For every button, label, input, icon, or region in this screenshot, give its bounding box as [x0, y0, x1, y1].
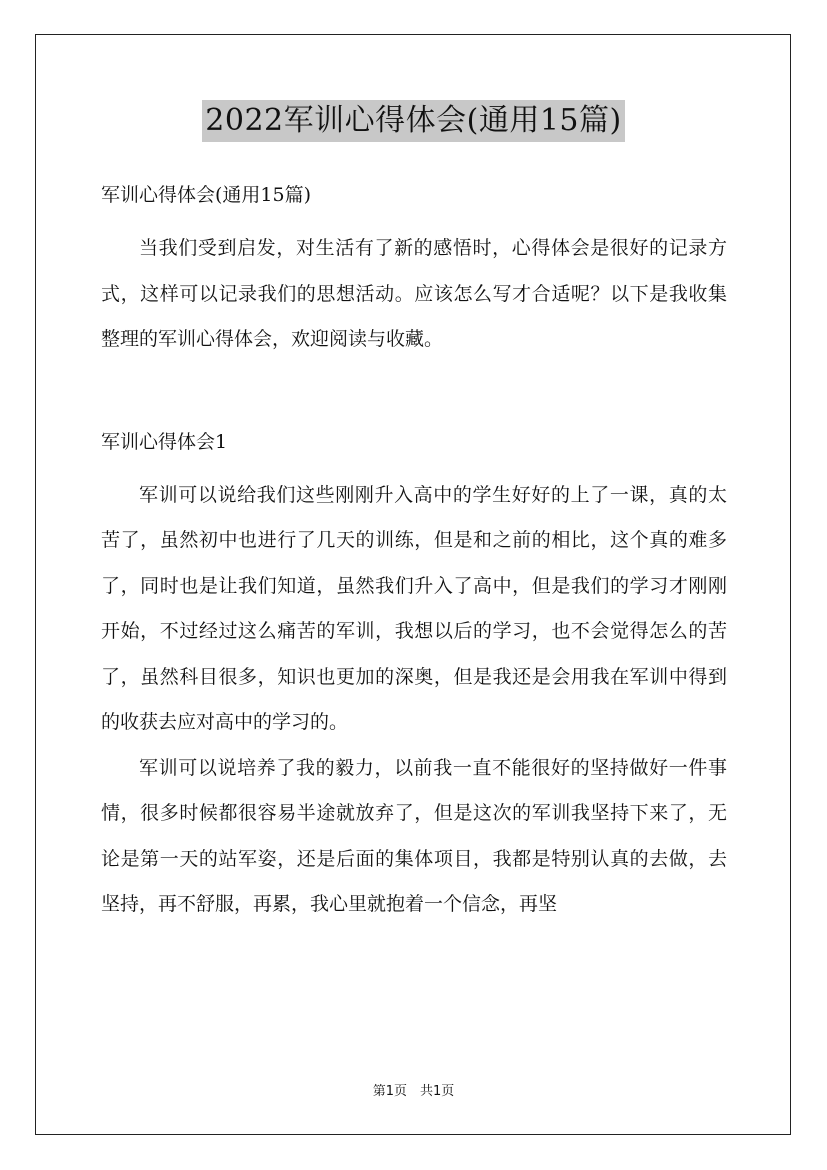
title-container — [0, 100, 827, 142]
document-body — [101, 172, 727, 928]
intro-paragraph: 当我们受到启发，对生活有了新的感悟时，心得体会是很好的记录方式，这样可以记录我们的思想活动。应该怎么写才合适呢？以下是我收集整理的军训心得体会，欢迎阅读与收藏。 — [101, 237, 727, 350]
body-paragraph: 军训可以说给我们这些刚刚升入高中的学生好好的上了一课，真的太苦了，虽然初中也进行了几天的训练，但是和之前的相比，这个真的难多了，同时也是让我们知道，虽然我们升入了高中，但是我们的学习才刚刚开始，不过经过这么痛苦的军训，我想以后的学习，也不会觉得怎么的苦了，虽然科目很多，知识也更加的深奥，但是我还是会用我在军训中得到的收获去应对高中的学习的。 — [101, 483, 727, 733]
body-paragraph: 军训可以说培养了我的毅力，以前我一直不能很好的坚持做好一件事情，很多时候都很容易半途就放弃了，但是这次的军训我坚持下来了，无论是第一天的站军姿，还是后面的集体项目，我都是特别认真的去做，去坚持，再不舒服，再累，我心里就抱着一个信念，再坚 — [101, 756, 727, 915]
section-heading: 军训心得体会1 — [101, 430, 228, 453]
page-footer: 第1页 共1页 — [372, 1084, 455, 1099]
document-title: 2022军训心得体会(通用15篇) — [202, 100, 624, 142]
document-subtitle: 军训心得体会(通用15篇) — [101, 184, 312, 206]
